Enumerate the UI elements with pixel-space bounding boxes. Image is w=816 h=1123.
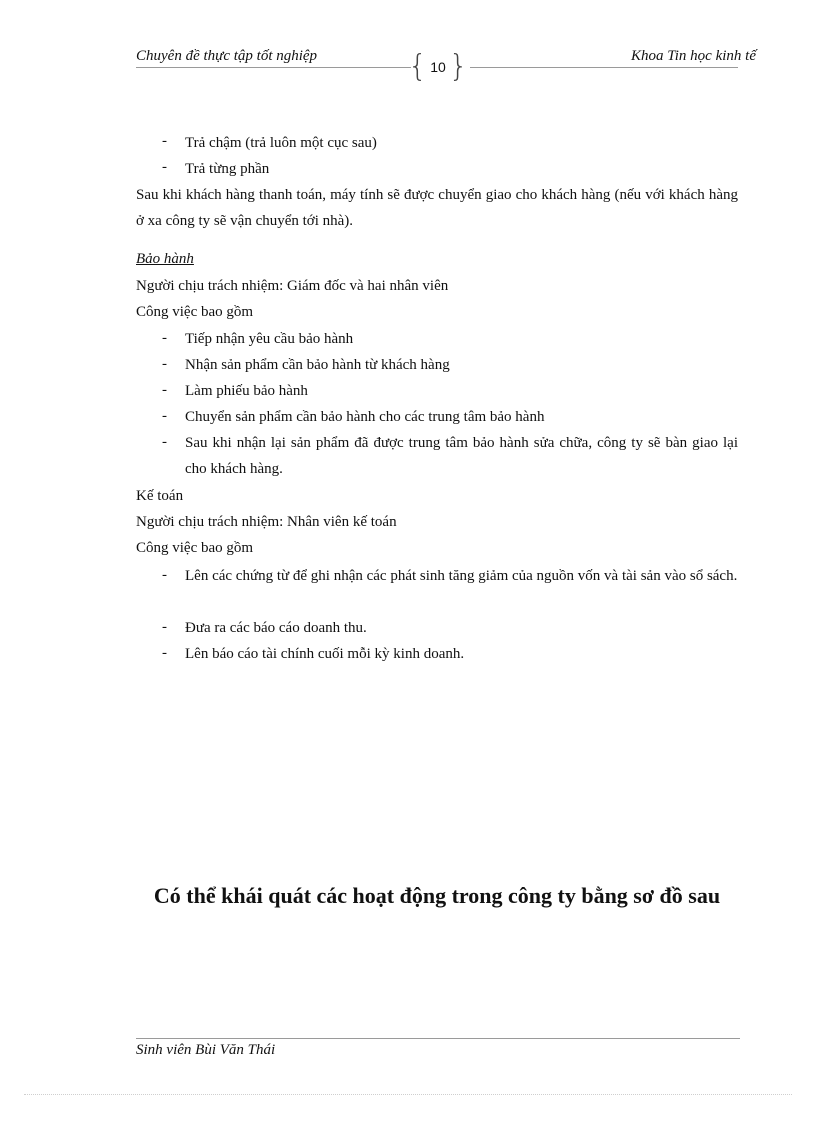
bullet-dash: -: [162, 408, 167, 424]
header-rule-left: [136, 67, 411, 68]
diagram-heading: Có thể khái quát các hoạt động trong công ty bằng sơ đồ sau: [153, 883, 721, 908]
bullet-dash: -: [162, 645, 167, 661]
page-number: 10: [430, 59, 446, 75]
page-bottom-divider: [24, 1094, 792, 1095]
bullet-dash: -: [162, 567, 167, 583]
header-rule-right: [470, 67, 738, 68]
section-title-accounting: Kế toán: [136, 488, 184, 504]
footer-author: Sinh viên Bùi Văn Thái: [136, 1042, 276, 1058]
list-item: Lên các chứng từ để ghi nhận các phát sinh tăng giảm của nguồn vốn và tài sản vào sổ sách.: [185, 568, 738, 584]
header-right-title: Khoa Tin học kinh tế: [631, 48, 756, 64]
list-item: Đưa ra các báo cáo doanh thu.: [185, 620, 367, 636]
list-item: Lên báo cáo tài chính cuối mỗi kỳ kinh doanh.: [185, 646, 465, 662]
bullet-dash: -: [162, 382, 167, 398]
right-brace-icon: }: [448, 49, 468, 84]
list-item: Chuyển sản phẩm cần bảo hành cho các trung tâm bảo hành: [185, 409, 545, 425]
section-title-warranty: Bảo hành: [136, 251, 194, 267]
warranty-responsible: Người chịu trách nhiệm: Giám đốc và hai nhân viên: [136, 278, 449, 294]
bullet-dash: -: [162, 356, 167, 372]
accounting-responsible: Người chịu trách nhiệm: Nhân viên kế toán: [136, 514, 397, 530]
intro-paragraph: Sau khi khách hàng thanh toán, máy tính sẽ được chuyển giao cho khách hàng (nếu với khách hàng ở xa công ty sẽ vận chuyển tới nhà).: [136, 187, 738, 229]
footer-rule: [136, 1038, 740, 1039]
page-number-box: [408, 49, 468, 84]
bullet-dash: -: [162, 330, 167, 346]
header-left-title: Chuyên đề thực tập tốt nghiệp: [136, 48, 318, 64]
bullet-dash: -: [162, 619, 167, 635]
list-item: Sau khi nhận lại sản phẩm đã được trung tâm bảo hành sửa chữa, công ty sẽ bàn giao lại cho khách hàng.: [185, 435, 738, 477]
left-brace-icon: {: [408, 49, 428, 84]
list-item: Làm phiếu bảo hành: [185, 383, 308, 399]
list-item: Trả từng phần: [185, 161, 270, 177]
warranty-work-label: Công việc bao gồm: [136, 304, 254, 320]
list-item: Tiếp nhận yêu cầu bảo hành: [185, 331, 354, 347]
bullet-dash: -: [162, 159, 167, 175]
bullet-dash: -: [162, 133, 167, 149]
list-item: Trả chậm (trả luôn một cục sau): [185, 135, 377, 151]
accounting-work-label: Công việc bao gồm: [136, 540, 254, 556]
bullet-dash: -: [162, 434, 167, 450]
list-item: Nhận sản phẩm cần bảo hành từ khách hàng: [185, 357, 450, 373]
